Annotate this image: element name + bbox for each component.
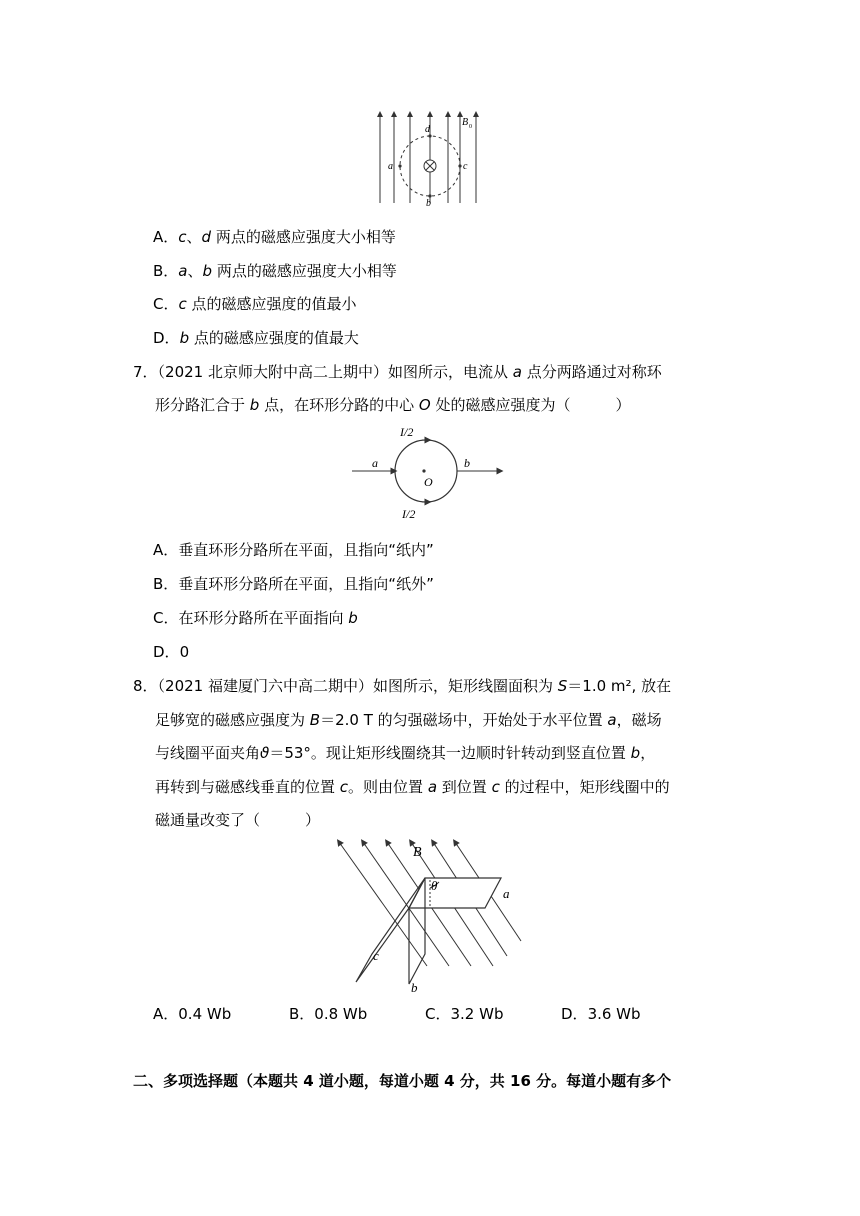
q7-option-d: D．0 [153,643,190,661]
q7-stem-line2: 形分路汇合于 b 点，在环形分路的中心 O 处的磁感应强度为（ ） [155,396,631,414]
figure-magnetic-field-wire [372,108,486,208]
label-a: a [372,456,378,470]
label-a: a [503,886,510,901]
q8-stem-line2: 足够宽的磁感应强度为 B＝2.0 T 的匀强磁场中，开始处于水平位置 a，磁场 [155,711,662,729]
figure-ring-circuit [348,424,506,520]
label-b: b [464,456,470,470]
label-O: O [424,475,433,489]
figure-rotating-coil [335,836,535,994]
q6-option-d: D．b 点的磁感应强度的值最大 [153,329,359,347]
label-bottom-current: I/2 [402,507,416,520]
q8-stem-line3: 与线圈平面夹角ϑ＝53°。现让矩形线圈绕其一边顺时针转动到竖直位置 b， [155,744,656,762]
q7-option-a: A．垂直环形分路所在平面，且指向“纸内” [153,541,434,559]
label-B0: B [462,117,469,128]
label-B: B [413,845,422,860]
q8-option-c: C．3.2 Wb [425,1005,504,1023]
q8-option-a: A．0.4 Wb [153,1005,232,1023]
label-top-current: I/2 [400,425,414,439]
label-b: b [426,198,431,208]
q6-option-a: A．c、d 两点的磁感应强度大小相等 [153,228,396,246]
q8-stem-line5: 磁通量改变了（ ） [155,811,321,829]
section-2-heading: 二、多项选择题（本题共 4 道小题，每道小题 4 分，共 16 分。每道小题有多个 [133,1072,672,1090]
q6-option-b: B．a、b 两点的磁感应强度大小相等 [153,262,397,280]
q7-option-b: B．垂直环形分路所在平面，且指向“纸外” [153,575,434,593]
label-b: b [411,980,418,994]
q6-option-c: C．c 点的磁感应强度的值最小 [153,295,357,313]
q8-option-b: B．0.8 Wb [289,1005,368,1023]
label-a: a [388,161,393,172]
label-theta: θ [431,878,438,893]
q7-option-c: C．在环形分路所在平面指向 b [153,609,358,627]
q8-option-d: D．3.6 Wb [561,1005,641,1023]
label-c: c [373,948,379,963]
label-B0-sub: 0 [469,124,472,130]
label-d: d [425,124,430,135]
label-c: c [463,161,468,172]
q7-stem-line1: 7．（2021 北京师大附中高二上期中）如图所示，电流从 a 点分两路通过对称环 [133,363,662,381]
q8-stem-line4: 再转到与磁感线垂直的位置 c。则由位置 a 到位置 c 的过程中，矩形线圈中的 [155,778,670,796]
q8-stem-line1: 8．（2021 福建厦门六中高二期中）如图所示，矩形线圈面积为 S＝1.0 m², 放在 [133,677,672,695]
